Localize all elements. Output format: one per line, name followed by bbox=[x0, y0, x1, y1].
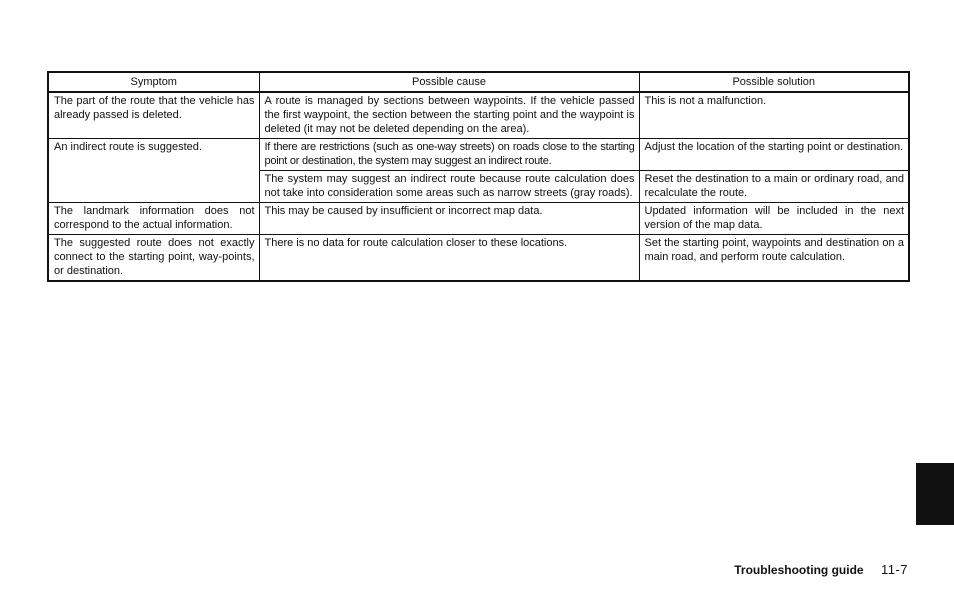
cause-cell: A route is managed by sections between waypoints. If the vehicle passed the first waypoint, the section between the starting point and the waypoint is deleted (it may not be deleted depending on the area). bbox=[259, 92, 639, 139]
cause-cell: This may be caused by insufficient or incorrect map data. bbox=[259, 203, 639, 235]
solution-cell: Set the starting point, waypoints and destination on a main road, and perform route calculation. bbox=[639, 235, 909, 282]
symptom-cell: The part of the route that the vehicle has already passed is deleted. bbox=[48, 92, 259, 139]
table-row bbox=[48, 92, 909, 139]
page-footer bbox=[734, 562, 908, 578]
footer-section-title: Troubleshooting guide bbox=[734, 563, 864, 577]
solution-cell: Adjust the location of the starting point or destination. bbox=[639, 139, 909, 171]
symptom-cell: The suggested route does not exactly connect to the starting point, way-points, or destination. bbox=[48, 235, 259, 282]
cause-cell: The system may suggest an indirect route because route calculation does not take into consideration some areas such as narrow streets (gray roads). bbox=[259, 171, 639, 203]
symptom-cell: The landmark information does not correspond to the actual information. bbox=[48, 203, 259, 235]
header-possible-solution: Possible solution bbox=[639, 72, 909, 92]
solution-cell: Reset the destination to a main or ordinary road, and recalculate the route. bbox=[639, 171, 909, 203]
solution-cell: Updated information will be included in the next version of the map data. bbox=[639, 203, 909, 235]
table-row bbox=[48, 203, 909, 235]
table-row bbox=[48, 235, 909, 282]
table-header-row bbox=[48, 72, 909, 92]
troubleshooting-table bbox=[47, 71, 910, 282]
symptom-cell: An indirect route is suggested. bbox=[48, 139, 259, 203]
solution-cell: This is not a malfunction. bbox=[639, 92, 909, 139]
header-symptom: Symptom bbox=[48, 72, 259, 92]
cause-cell: There is no data for route calculation closer to these locations. bbox=[259, 235, 639, 282]
chapter-tab-marker bbox=[916, 463, 954, 525]
cause-cell: If there are restrictions (such as one-way streets) on roads close to the starting point or destination, the system may suggest an indirect route. bbox=[259, 139, 639, 171]
page-number: 11-7 bbox=[880, 562, 908, 577]
table-row bbox=[48, 139, 909, 171]
header-possible-cause: Possible cause bbox=[259, 72, 639, 92]
